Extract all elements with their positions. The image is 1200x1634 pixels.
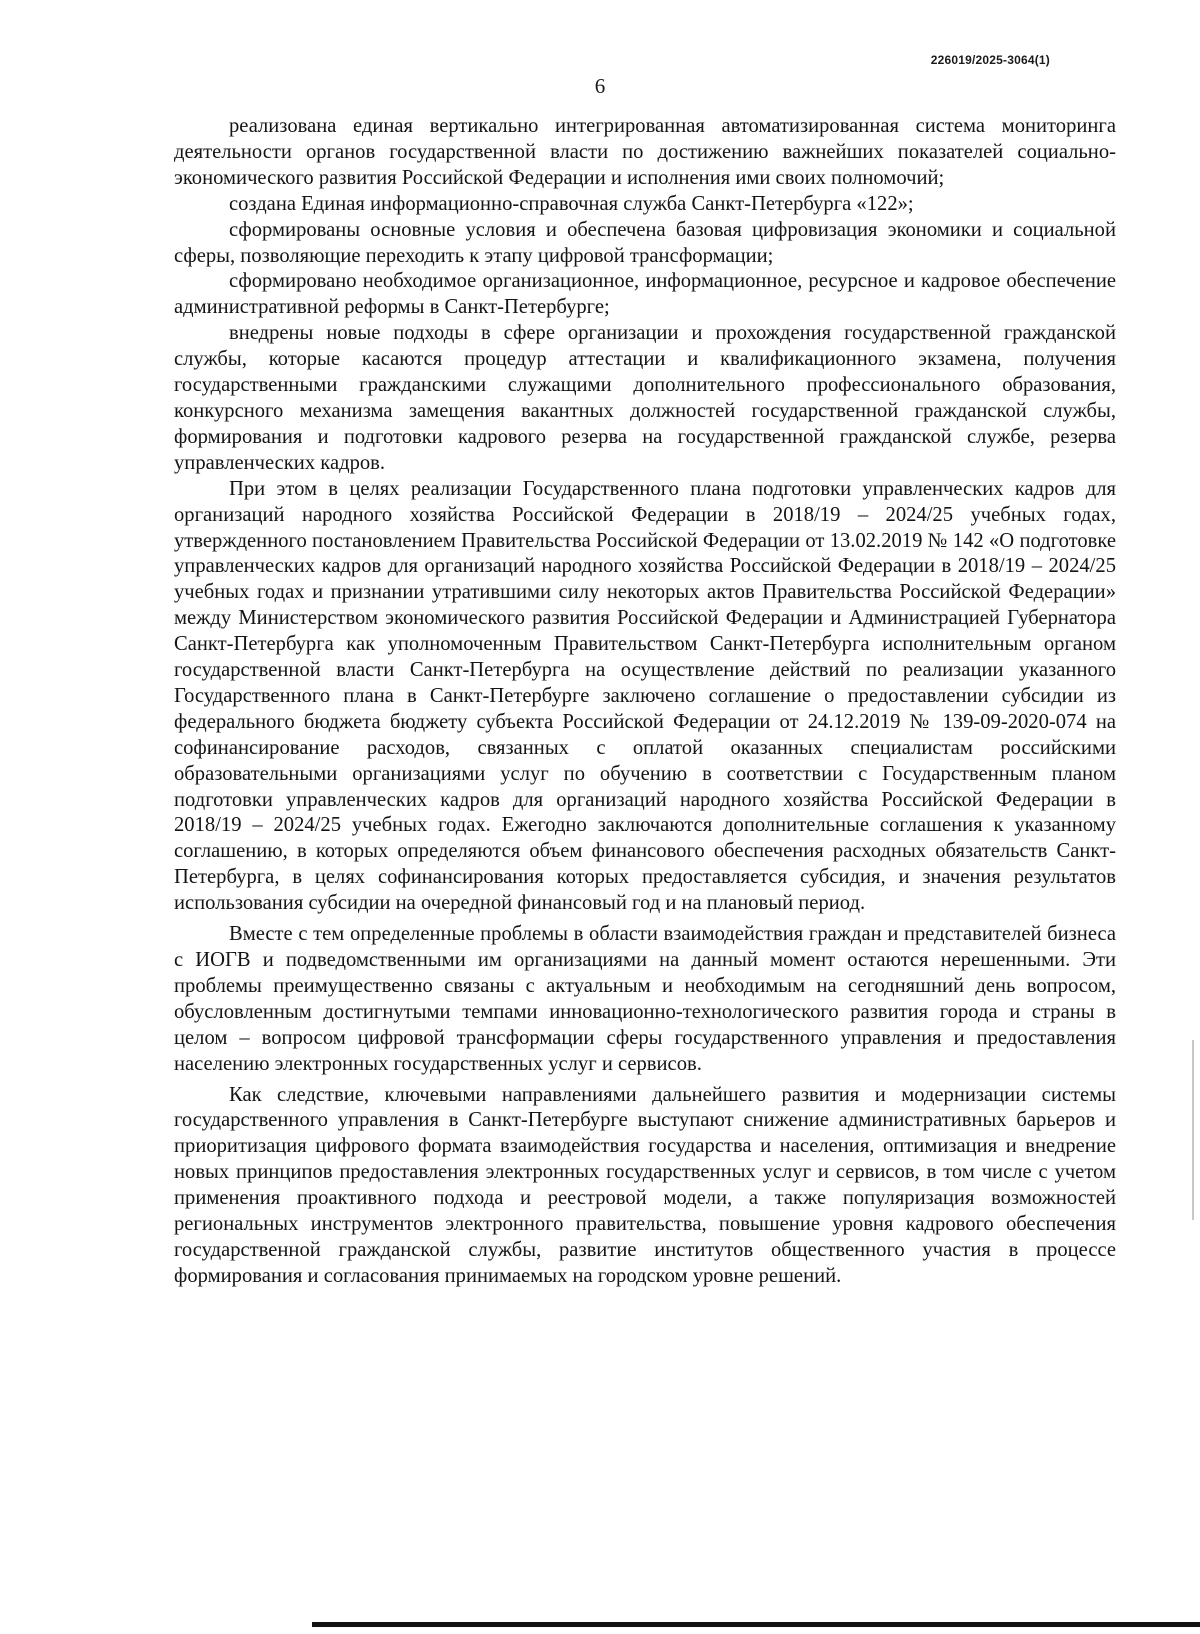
paragraph-info-service-122: создана Единая информационно-справочная служба Санкт-Петербурга «122»; — [229, 192, 914, 215]
document-registration-number: 226019/2025-3064(1) — [930, 53, 1050, 67]
page-number: 6 — [594, 74, 606, 98]
paragraph-key-directions: Как следствие, ключевыми направлениями дальнейшего развития и модернизации системы государственного управления в Санкт-Петербурге выступают снижение административных барьеров и приоритизация цифрового формата взаимодействия государства и населения, оптимизация и внедрение новых принципов предоставления электронных государственных услуг и сервисов, в том числе с учетом применения проактивного подхода и реестровой модели, а также популяризация возможностей региональных инструментов электронного правительства, повышение уровня кадрового обеспечения государственной гражданской службы, развитие институтов общественного участия в процессе формирования и согласования принимаемых на городском уровне решений. — [174, 1083, 1116, 1287]
document-body — [174, 114, 1116, 1290]
paragraph-management-training-plan: При этом в целях реализации Государственного плана подготовки управленческих кадров для организаций народного хозяйства Российской Федерации в 2018/19 – 2024/25 учебных годах, утвержденного постановлением Правительства Российской Федерации от 13.02.2019 № 142 «О подготовке управленческих кадров для организаций народного хозяйства Российской Федерации в 2018/19 – 2024/25 учебных годах и признании утратившими силу некоторых актов Правительства Российской Федерации» между Министерством экономического развития Российской Федерации и Администрацией Губернатора Санкт-Петербурга как уполномоченным Правительством Санкт-Петербурга исполнительным органом государственной власти Санкт-Петербурга на осуществление действий по реализации указанного Государственного плана в Санкт-Петербурге заключено соглашение о предоставлении субсидии из федерального бюджета бюджету субъекта Российской Федерации от 24.12.2019 № 139-09-2020-074 на софинансирование расходов, связанных с оплатой оказанных специалистам российскими образовательными организациями услуг по обучению в соответствии с Государственным планом подготовки управленческих кадров для организаций народного хозяйства Российской Федерации в 2018/19 – 2024/25 учебных годах. Ежегодно заключаются дополнительные соглашения к указанному соглашению, в которых определяются объем финансового обеспечения расходных обязательств Санкт-Петербурга, в целях софинансирования которых предоставляется субсидия, и значения результатов использования субсидии на очередной финансовый год и на плановый период. — [174, 477, 1116, 915]
paragraph-monitoring-system: реализована единая вертикально интегрированная автоматизированная система мониторинга деятельности органов государственной власти по достижению важнейших показателей социально-экономического развития Российской Федерации и исполнения ими своих полномочий; — [174, 115, 1116, 189]
scan-bottom-border — [312, 1622, 1200, 1627]
paragraph-digitalization: сформированы основные условия и обеспечена базовая цифровизация экономики и социальной сферы, позволяющие переходить к этапу цифровой трансформации; — [174, 218, 1116, 267]
paragraph-unresolved-problems: Вместе с тем определенные проблемы в области взаимодействия граждан и представителей бизнеса с ИОГВ и подведомственными им организациями на данный момент остаются нерешенными. Эти проблемы преимущественно связаны с актуальным и необходимым на сегодняшний день вопросом, обусловленным достигнутыми темпами инновационно-технологического развития города и страны в целом – вопросом цифровой трансформации сферы государственного управления и предоставления населению электронных государственных услуг и сервисов. — [174, 923, 1116, 1075]
paragraph-civil-service: внедрены новые подходы в сфере организации и прохождения государственной гражданской службы, которые касаются процедур аттестации и квалификационного экзамена, получения государственными гражданскими служащими дополнительного профессионального образования, конкурсного механизма замещения вакантных должностей государственной гражданской службы, формирования и подготовки кадрового резерва на государственной гражданской службе, резерва управленческих кадров. — [174, 322, 1116, 474]
paragraph-administrative-reform: сформировано необходимое организационное, информационное, ресурсное и кадровое обеспечение административной реформы в Санкт-Петербурге; — [174, 270, 1116, 319]
scan-edge-artifact — [1192, 1040, 1194, 1220]
